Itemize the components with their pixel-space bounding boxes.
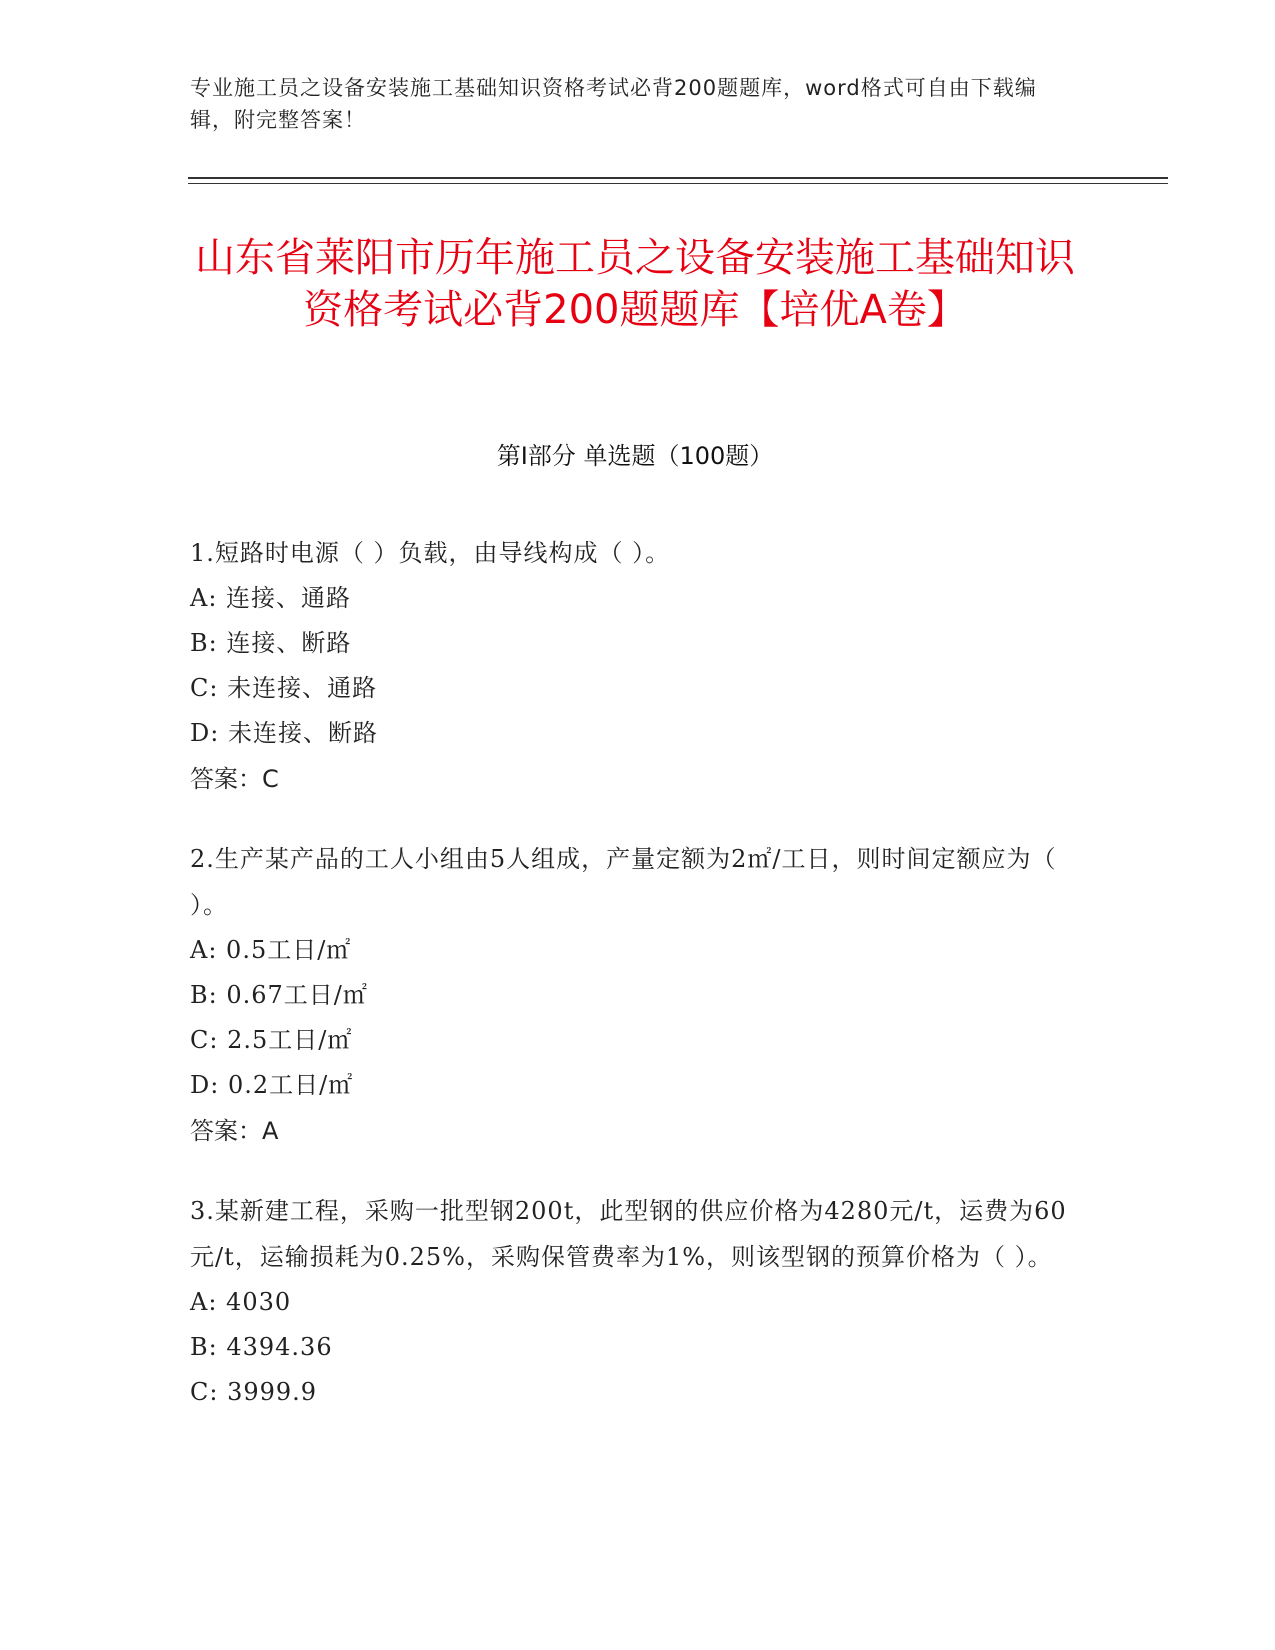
question-3	[190, 1188, 1080, 1415]
question-2	[190, 836, 1080, 1154]
option-d: D: 0.2工日/㎡	[190, 1071, 354, 1099]
option-c: C: 2.5工日/㎡	[190, 1026, 353, 1054]
section-heading: 第I部分 单选题（100题）	[496, 442, 774, 470]
question-text: 1.短路时电源（ ）负载，由导线构成（ ）。	[190, 539, 671, 567]
option-a: A: 0.5工日/㎡	[190, 936, 352, 964]
answer: 答案：A	[190, 1117, 279, 1145]
option-b: B: 连接、断路	[190, 629, 352, 657]
header-divider-thick	[188, 177, 1168, 179]
option-b: B: 4394.36	[190, 1333, 333, 1361]
header-divider-thin	[188, 183, 1168, 184]
option-c: C: 未连接、通路	[190, 674, 378, 702]
header-note: 专业施工员之设备安装施工基础知识资格考试必背200题题库，word格式可自由下载编辑，附完整答案！	[190, 76, 1037, 132]
document-title: 山东省莱阳市历年施工员之设备安装施工基础知识资格考试必背200题题库【培优A卷】	[195, 235, 1075, 333]
option-a: A: 4030	[190, 1288, 292, 1316]
option-b: B: 0.67工日/㎡	[190, 981, 368, 1009]
question-list	[190, 530, 1080, 1449]
question-text: 3.某新建工程，采购一批型钢200t，此型钢的供应价格为4280元/t，运费为60元/t，运输损耗为0.25%，采购保管费率为1%，则该型钢的预算价格为（ ）。	[190, 1197, 1067, 1271]
question-text: 2.生产某产品的工人小组由5人组成，产量定额为2㎡/工日，则时间定额应为（ ）。	[190, 845, 1057, 919]
question-1	[190, 530, 1080, 802]
answer: 答案：C	[190, 765, 279, 793]
option-c: C: 3999.9	[190, 1378, 318, 1406]
option-d: D: 未连接、断路	[190, 719, 378, 747]
option-a: A: 连接、通路	[190, 584, 352, 612]
